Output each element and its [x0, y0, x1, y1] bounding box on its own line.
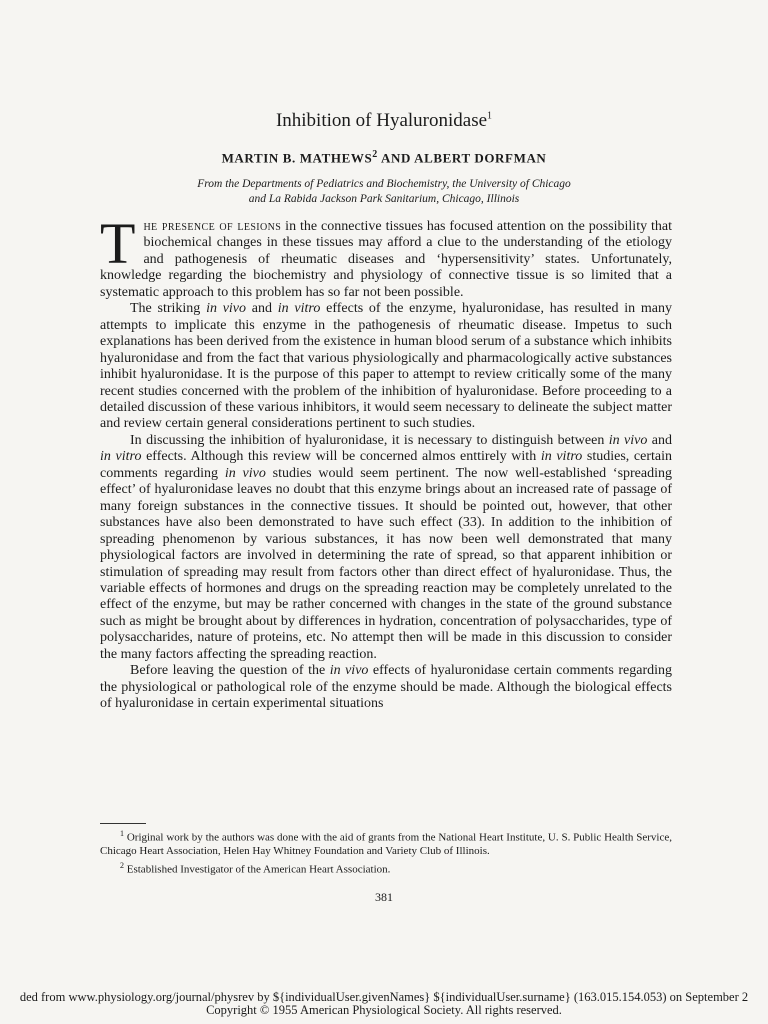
- paragraph-4: [100, 663, 672, 712]
- text-run: effects of the enzyme, hyaluronidase, has resulted in many attempts to implicate this enzyme in the pathogenesis of rheumatic disease. Impetus to such explanations has been derived from the existence in human blood serum of a substance which inhibits hyaluronidase and from the fact that various physiologically and pharmacologically active substances inhibit hyaluronidase. It is the purpose of this paper to attempt to review critically some of the many recent studies concerned with the problem of the inhibition of hyaluronidase. Before proceeding to a detailed discussion of these various inhibitors, it would seem necessary to delineate the subject matter and review certain general considerations pertinent to such studies.: [100, 301, 673, 432]
- paragraph-1-text: in the connective tissues has focused attention on the possibility that biochemical changes in these tissues may afford a clue to the understanding of the etiology and pathogenesis of rheumatic diseases and ‘hypersensitivity’ states. Unfortunately, knowledge regarding the biochemistry and physiology of connective tissue is so limited that a systematic approach to this problem has so far not been possible.: [100, 219, 672, 300]
- affiliation-line-1: From the Departments of Pediatrics and Biochemistry, the University of Chicago: [197, 178, 571, 190]
- copyright-notice: Copyright © 1955 American Physiological Society. All rights reserved.: [206, 1003, 562, 1017]
- author-2: AND ALBERT DORFMAN: [377, 150, 547, 166]
- author-1: MARTIN B. MATHEWS: [221, 150, 373, 166]
- title-footnote-mark: 1: [487, 110, 493, 122]
- affiliation: [0, 177, 768, 207]
- download-notice: ded from www.physiology.org/journal/physrev by ${individualUser.givenNames} ${individualUser.surname} (163.015.154.053) on September 2: [19, 990, 749, 1004]
- paragraph-1: [100, 211, 672, 301]
- text-run: Before leaving the question of the: [130, 663, 330, 679]
- article-title-text: Inhibition of Hyaluronidase: [275, 110, 488, 131]
- text-run: effects of hyaluronidase certain comments regarding the physiological or pathological role of the enzyme should be made. Although the biological effects of hyaluronidase in certain experimental situations: [100, 663, 673, 712]
- footnote-2-text: Established Investigator of the American Heart Association.: [124, 863, 391, 876]
- footnote-1-mark: 1: [120, 829, 124, 838]
- opening-small-caps: he presence of lesions: [143, 219, 282, 234]
- footnote-2: [100, 859, 672, 877]
- italic-term: in vivo: [329, 663, 369, 679]
- drop-cap: T: [100, 211, 136, 276]
- paragraph-3: [100, 433, 672, 663]
- affiliation-line-2: and La Rabida Jackson Park Sanitarium, Chicago, Illinois: [248, 193, 520, 205]
- italic-term: in vitro: [540, 449, 583, 465]
- author-1-footnote-mark: 2: [372, 149, 378, 160]
- italic-term: in vivo: [608, 432, 648, 448]
- article-body: [100, 211, 673, 713]
- text-run: effects. Although this review will be concerned almos enttirely with: [141, 449, 541, 465]
- footnote-rule: [100, 823, 146, 824]
- footnote-1-text: Original work by the authors was done with the aid of grants from the National Heart Institute, U. S. Public Health Service, Chicago Heart Association, Helen Hay Whitney Foundation and Variety Club of Illinois.: [100, 831, 672, 858]
- paragraph-2: [100, 301, 672, 433]
- footnote-2-mark: 2: [120, 861, 124, 871]
- article-title: [0, 110, 768, 132]
- footnote-1: [100, 827, 672, 859]
- italic-term: in vitro: [277, 301, 321, 317]
- text-run: and: [246, 301, 278, 317]
- text-run: In discussing the inhibition of hyaluronidase, it is necessary to distinguish between: [130, 432, 609, 448]
- text-run: studies would seem pertinent. The now well-established ‘spreading effect’ of hyaluronidase leaves no doubt that this enzyme brings about an increased rate of passage of many foreign substances in the connective tissues. It should be pointed out, however, that other substances have also been demonstrated to have such effect (33). In addition to the inhibition of spreading phenomenon by various substances, it has now been well demonstrated that many physiological factors are involved in determining the rate of spread, so that apparent inhibition or stimulation of spreading may result from factors other than direct effect of hyaluronidase. Thus, the variable effects of hormones and drugs on the spreading reaction may be completely unrelated to the effect of the enzyme, but may be rather concerned with changes in the state of the ground substance such as might be brought about by differences in hydration, concentration of polysaccharides, type of polysaccharides, nature of proteins, etc. No attempt then will be made in this discussion to consider the many factors affecting the spreading reaction.: [100, 465, 672, 662]
- italic-term: in vitro: [100, 449, 142, 465]
- footnotes: [100, 827, 672, 878]
- page-number: 381: [375, 890, 393, 904]
- text-run: studies, certain comments regarding: [100, 449, 673, 481]
- italic-term: in vivo: [224, 465, 266, 481]
- authors-line: [0, 149, 768, 166]
- italic-term: in vivo: [206, 301, 247, 317]
- text-run: and: [647, 432, 672, 448]
- text-run: The striking: [130, 301, 207, 317]
